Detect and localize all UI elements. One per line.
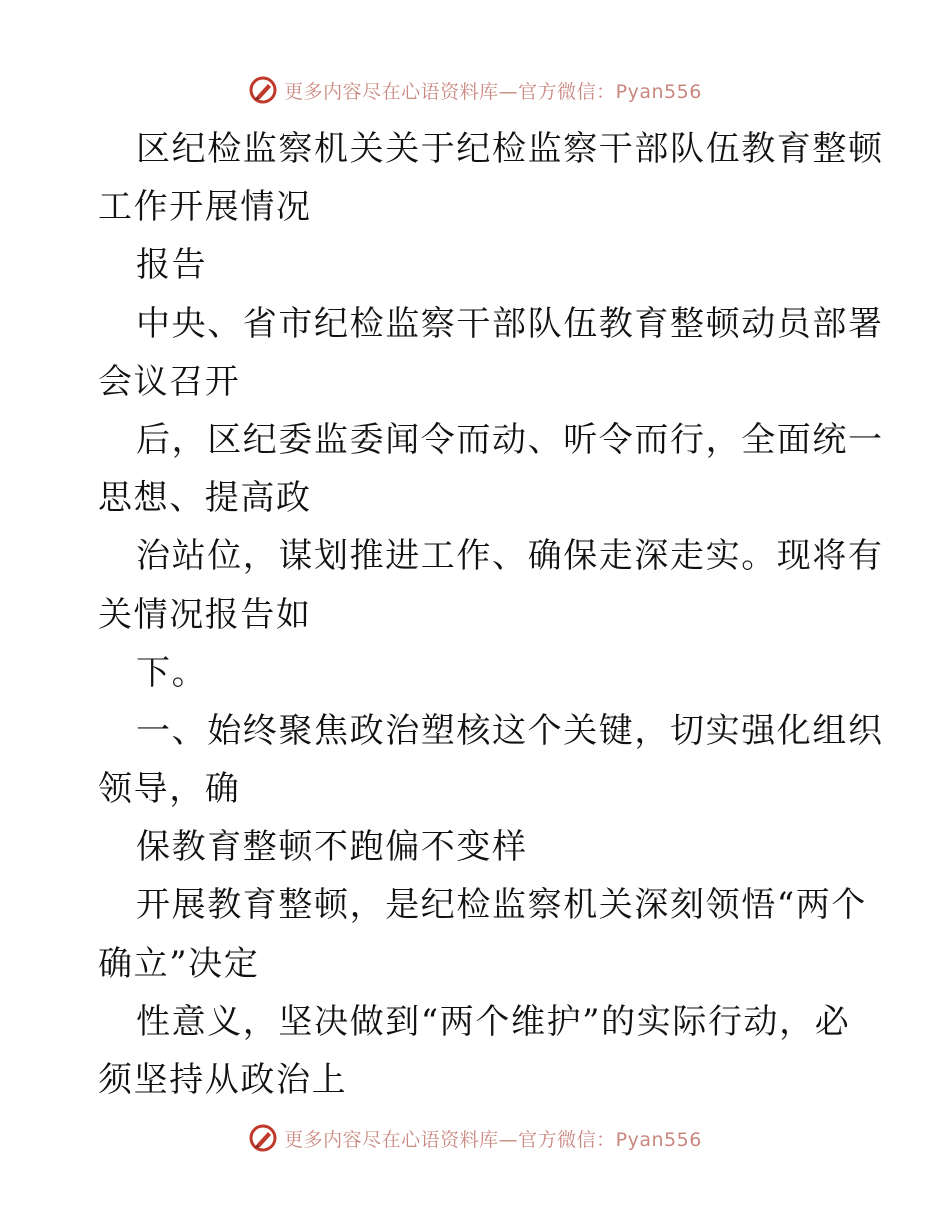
document-line: 中央、省市纪检监察干部队伍教育整顿动员部署 [136, 303, 884, 344]
document-line: 性意义，坚决做到“两个维护”的实际行动，必 [136, 1001, 851, 1042]
watermark-text: 更多内容尽在心语资料库—官方微信：Pyan556 [284, 1128, 702, 1151]
document-line: 下。 [136, 652, 208, 693]
document-line: 会议召开 [98, 361, 241, 402]
document-line: 关情况报告如 [98, 594, 312, 635]
document-line: 保教育整顿不跑偏不变样 [136, 827, 528, 868]
document-line: 开展教育整顿，是纪检监察机关深刻领悟“两个 [136, 885, 867, 926]
document-line: 后，区纪委监委闻令而动、听令而行，全面统一 [136, 419, 884, 460]
document-line: 确立”决定 [98, 943, 260, 984]
watermark-text: 更多内容尽在心语资料库—官方微信：Pyan556 [284, 80, 702, 103]
document-line: 工作开展情况 [98, 187, 312, 228]
pen-logo-icon [248, 75, 278, 105]
document-line: 报告 [136, 245, 208, 286]
document-body [98, 120, 884, 1109]
header-watermark-banner [0, 70, 950, 110]
document-line: 区纪检监察机关关于纪检监察干部队伍教育整顿 [136, 129, 884, 169]
document-line: 治站位，谋划推进工作、确保走深走实。现将有 [136, 536, 884, 577]
document-line: 领导，确 [98, 769, 241, 810]
document-line: 须坚持从政治上 [98, 1060, 348, 1100]
footer-watermark-banner [0, 1118, 950, 1158]
document-line: 一、始终聚焦政治塑核这个关键，切实强化组织 [136, 710, 884, 751]
pen-logo-icon [248, 1123, 278, 1153]
document-line: 思想、提高政 [98, 478, 312, 519]
